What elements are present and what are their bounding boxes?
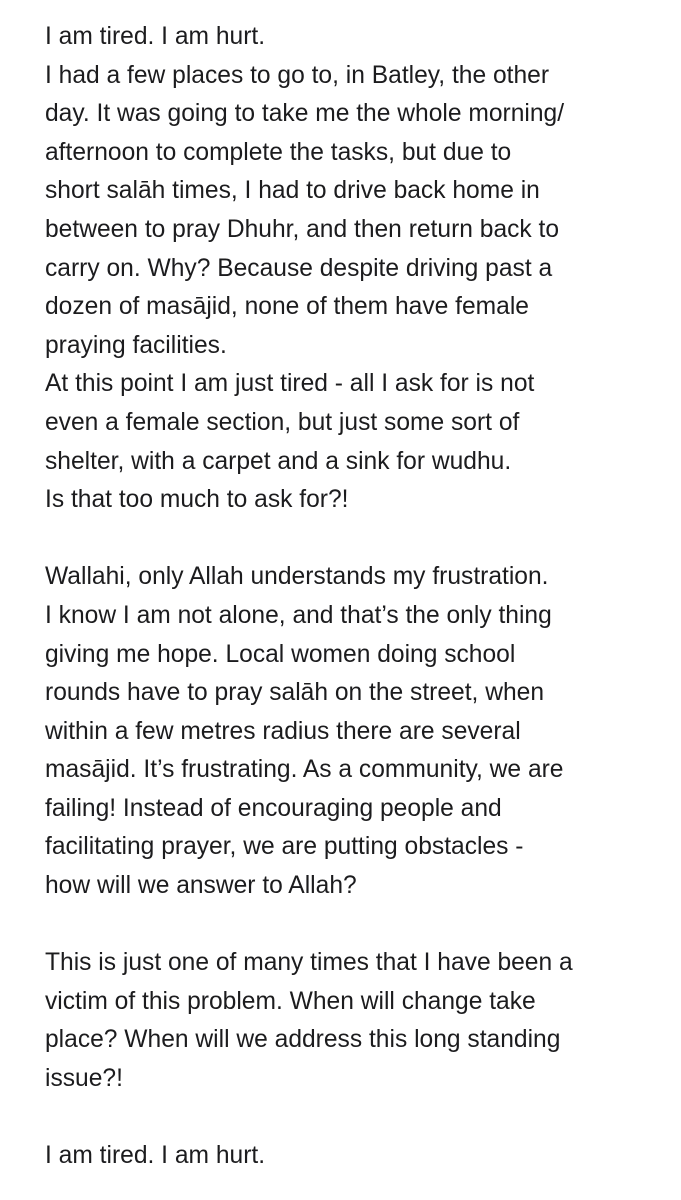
text-line: afternoon to complete the tasks, but due to — [45, 138, 512, 166]
text-line: giving me hope. Local women doing school — [45, 640, 516, 668]
text-line: facilitating prayer, we are putting obstacles - — [45, 833, 524, 861]
text-line: day. It was going to take me the whole morning/ — [45, 100, 565, 128]
text-line: Is that too much to ask for?! — [45, 486, 349, 514]
text-line: I know I am not alone, and that’s the only thing — [45, 601, 552, 629]
text-line: place? When will we address this long standing — [45, 1026, 561, 1054]
paragraph-3 — [45, 944, 665, 1098]
text-line: even a female section, but just some sort of — [45, 408, 520, 436]
text-line: rounds have to pray salāh on the street, when — [45, 679, 545, 707]
text-line: short salāh times, I had to drive back home in — [45, 177, 540, 205]
text-line: shelter, with a carpet and a sink for wudhu. — [45, 447, 512, 475]
paragraph-gap — [45, 906, 665, 945]
text-line: masājid. It’s frustrating. As a community, we are — [45, 756, 564, 784]
text-line: how will we answer to Allah? — [45, 872, 357, 900]
text-line: At this point I am just tired - all I ask for is not — [45, 370, 535, 398]
text-line: issue?! — [45, 1065, 123, 1093]
paragraph-gap — [45, 520, 665, 559]
text-line: failing! Instead of encouraging people and — [45, 794, 502, 822]
text-line: within a few metres radius there are several — [45, 717, 521, 745]
text-line: praying facilities. — [45, 331, 227, 359]
text-line: I am tired. I am hurt. — [45, 23, 266, 50]
text-line: Wallahi, only Allah understands my frustration. — [45, 563, 549, 591]
paragraph-1 — [45, 18, 665, 520]
paragraph-gap — [45, 1099, 665, 1138]
text-line: I am tired. I am hurt. — [45, 1142, 266, 1170]
text-line: This is just one of many times that I have been a — [45, 949, 573, 977]
note-body — [45, 18, 665, 1176]
text-line: victim of this problem. When will change take — [45, 987, 536, 1015]
text-line: dozen of masājid, none of them have female — [45, 293, 529, 321]
paragraph-2 — [45, 558, 665, 905]
text-line: I had a few places to go to, in Batley, the other — [45, 61, 550, 89]
paragraph-4 — [45, 1137, 665, 1176]
text-line: carry on. Why? Because despite driving past a — [45, 254, 553, 282]
text-line: between to pray Dhuhr, and then return back to — [45, 215, 560, 243]
